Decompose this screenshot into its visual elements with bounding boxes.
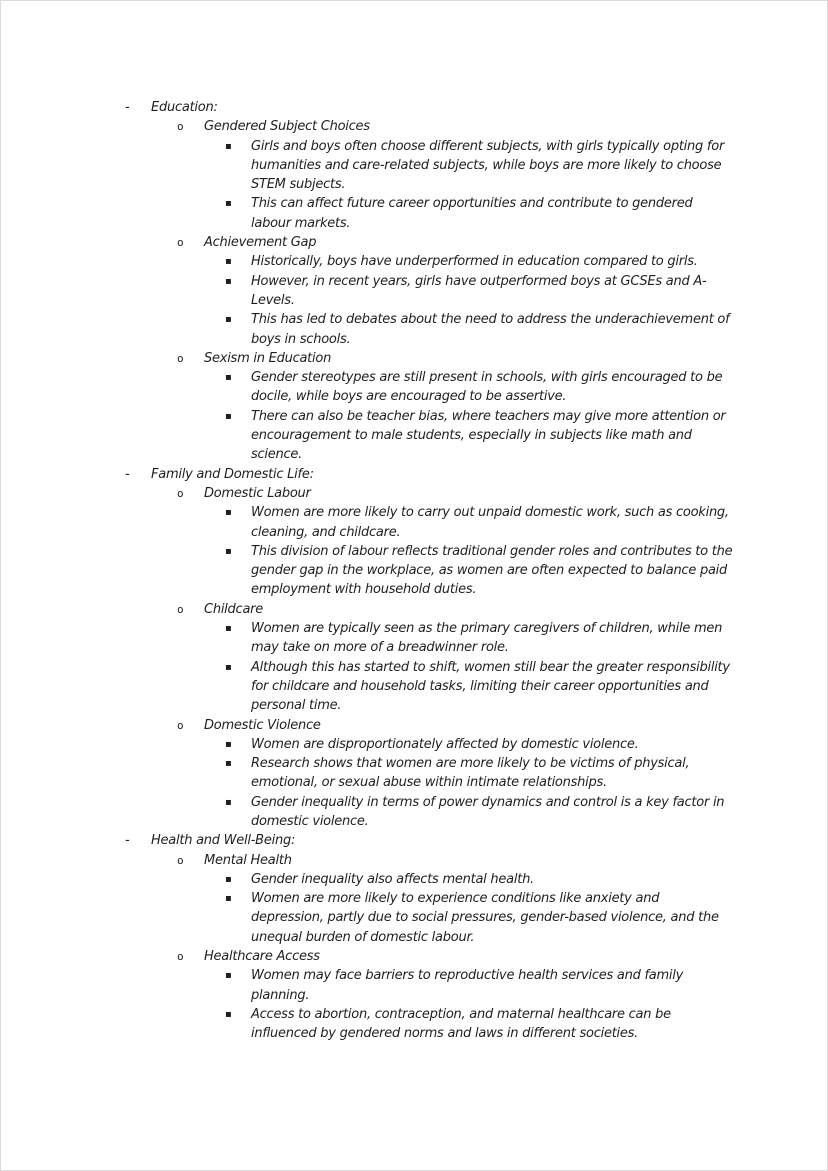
bullet-text: Although this has started to shift, women still bear the greater responsibility for childcare and household tasks, limiting their career opportunities and personal time.	[251, 659, 730, 714]
list-item	[125, 98, 733, 117]
square-bullet-marker: ▪	[225, 140, 232, 152]
subsection-heading: Achievement Gap	[204, 235, 317, 251]
circle-bullet-marker: o	[177, 236, 184, 250]
list-item	[225, 310, 733, 349]
circle-bullet-marker: o	[177, 351, 184, 365]
square-bullet-marker: ▪	[225, 314, 232, 326]
bullet-text: Research shows that women are more likely to be victims of physical, emotional, or sexual abuse within intimate relationships.	[251, 756, 690, 791]
section-title: Family and Domestic Life:	[151, 466, 314, 482]
list-item	[225, 870, 733, 889]
square-bullet-marker: ▪	[225, 661, 232, 673]
list-item	[225, 754, 733, 793]
bullet-text: Women are disproportionately affected by domestic violence.	[251, 736, 639, 752]
square-bullet-marker: ▪	[225, 758, 232, 770]
list-item	[225, 542, 733, 600]
bullet-text: This has led to debates about the need to address the underachievement of boys in schools.	[251, 312, 730, 347]
list-item	[225, 368, 733, 407]
list-item	[225, 252, 733, 271]
list-item	[225, 658, 733, 716]
list-item	[225, 137, 733, 195]
list-item	[125, 465, 733, 484]
bullet-text: This can affect future career opportunities and contribute to gendered labour markets.	[251, 196, 693, 231]
bullet-text: Women are more likely to experience conditions like anxiety and depression, partly due to social pressures, gender-based violence, and the unequal burden of domestic labour.	[251, 891, 719, 945]
square-bullet-marker: ▪	[225, 796, 232, 808]
bullet-text: Gender inequality in terms of power dynamics and control is a key factor in domestic violence.	[251, 794, 725, 829]
bullet-text: Women are typically seen as the primary caregivers of children, while men may take on more of a breadwinner role.	[251, 621, 723, 656]
list-item	[177, 716, 733, 735]
square-bullet-marker: ▪	[225, 507, 232, 519]
list-item	[177, 600, 733, 619]
square-bullet-marker: ▪	[225, 198, 232, 210]
list-item	[177, 851, 733, 870]
bullet-text: Historically, boys have underperformed in education compared to girls.	[251, 254, 698, 270]
dash-bullet-marker: -	[125, 466, 130, 482]
circle-bullet-marker: o	[177, 853, 184, 867]
square-bullet-marker: ▪	[225, 275, 232, 287]
bullet-text: Access to abortion, contraception, and maternal healthcare can be influenced by gendered norms and laws in different societies.	[251, 1006, 671, 1042]
list-item	[177, 349, 733, 368]
list-item	[225, 503, 733, 542]
list-item	[225, 272, 733, 311]
circle-bullet-marker: o	[177, 718, 184, 732]
bullet-list	[1, 98, 733, 1044]
square-bullet-marker: ▪	[225, 545, 232, 557]
list-item	[177, 484, 733, 503]
bullet-text: However, in recent years, girls have outperformed boys at GCSEs and A-Levels.	[251, 273, 707, 308]
section-title: Education:	[151, 100, 218, 115]
square-bullet-marker: ▪	[225, 738, 232, 750]
circle-bullet-marker: o	[177, 950, 184, 964]
subsection-heading: Domestic Labour	[204, 485, 311, 501]
list-item	[225, 889, 733, 947]
list-item	[177, 117, 733, 136]
square-bullet-marker: ▪	[225, 372, 232, 384]
circle-bullet-marker: o	[177, 486, 184, 500]
list-item	[225, 407, 733, 465]
circle-bullet-marker: o	[177, 602, 184, 616]
square-bullet-marker: ▪	[225, 256, 232, 268]
list-item	[225, 735, 733, 754]
square-bullet-marker: ▪	[225, 873, 232, 885]
list-item	[177, 233, 733, 252]
square-bullet-marker: ▪	[225, 623, 232, 635]
subsection-heading: Mental Health	[204, 852, 292, 868]
bullet-text: Gender stereotypes are still present in schools, with girls encouraged to be docile, while boys are encouraged to be assertive.	[251, 370, 723, 405]
section-title: Health and Well-Being:	[151, 833, 296, 849]
list-item	[225, 966, 733, 1005]
bullet-text: Women may face barriers to reproductive health services and family planning.	[251, 968, 684, 1003]
bullet-text: This division of labour reflects traditional gender roles and contributes to the gender gap in the workplace, as women are often expected to balance paid employment with household duties.	[251, 543, 733, 598]
bullet-text: Girls and boys often choose different subjects, with girls typically opting for humanities and care-related subjects, while boys are more likely to choose STEM subjects.	[251, 138, 725, 193]
bullet-text: There can also be teacher bias, where teachers may give more attention or encouragement to male students, especially in subjects like math and science.	[251, 408, 726, 463]
bullet-text: Women are more likely to carry out unpaid domestic work, such as cooking, cleaning, and childcare.	[251, 505, 729, 540]
subsection-heading: Gendered Subject Choices	[204, 119, 370, 135]
list-item	[225, 194, 733, 233]
subsection-heading: Healthcare Access	[204, 949, 320, 965]
bullet-text: Gender inequality also affects mental health.	[251, 871, 534, 887]
subsection-heading: Sexism in Education	[204, 350, 332, 366]
circle-bullet-marker: o	[177, 120, 184, 134]
list-item	[125, 831, 733, 850]
square-bullet-marker: ▪	[225, 970, 232, 982]
square-bullet-marker: ▪	[225, 410, 232, 422]
subsection-heading: Childcare	[204, 601, 263, 617]
list-item	[177, 947, 733, 966]
list-item	[225, 793, 733, 832]
dash-bullet-marker: -	[125, 833, 130, 849]
dash-bullet-marker: -	[125, 100, 130, 115]
list-item	[225, 619, 733, 658]
subsection-heading: Domestic Violence	[204, 717, 321, 733]
square-bullet-marker: ▪	[225, 893, 232, 905]
list-item	[225, 1005, 733, 1044]
square-bullet-marker: ▪	[225, 1008, 232, 1020]
